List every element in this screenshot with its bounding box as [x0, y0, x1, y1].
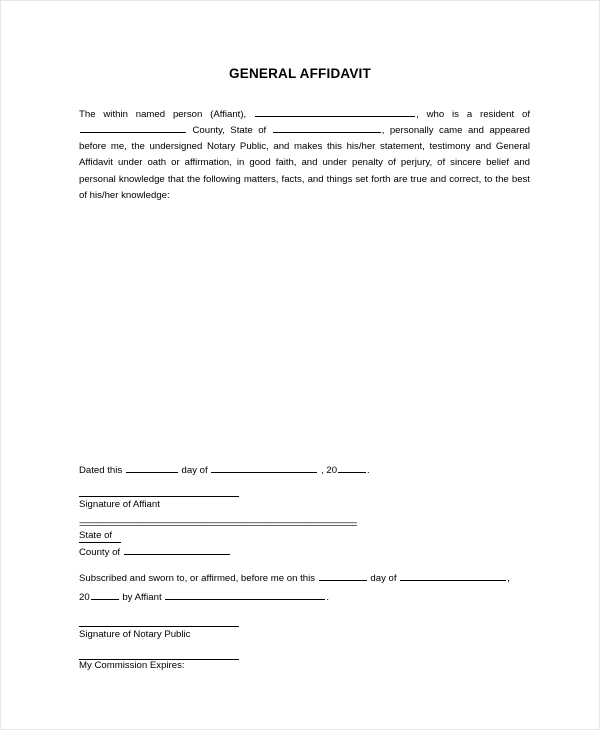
state-of-blank[interactable]	[79, 542, 121, 543]
affiant-signature-label: Signature of Affiant	[79, 499, 160, 510]
notary-signature-label: Signature of Notary Public	[79, 629, 191, 640]
by-affiant-period: .	[326, 592, 329, 603]
year-prefix-label: , 20	[321, 465, 338, 476]
county-of-label: County of	[79, 547, 121, 558]
notary-day-blank[interactable]	[319, 571, 367, 581]
paragraph-line-6: of his/her knowledge:	[79, 190, 170, 201]
affiant-intro-text: The within named person (Affiant),	[79, 109, 247, 120]
affiant-name-blank-2[interactable]	[165, 590, 325, 600]
appeared-text: , personally came and appeared	[381, 125, 530, 136]
month-blank[interactable]	[211, 463, 317, 473]
section-divider: ==================================================================	[79, 520, 357, 530]
resident-text: , who is a resident of	[416, 109, 530, 120]
paragraph-line-4: Affidavit under oath or affirmation, in good faith, and under penalty of perjury, of sincere belief and	[79, 157, 530, 168]
paragraph-line-2	[79, 123, 530, 139]
notary-year-prefix: 20	[79, 592, 90, 603]
subscribed-text: Subscribed and sworn to, or affirmed, before me on this	[79, 573, 316, 584]
day-of-label: day of	[181, 465, 208, 476]
by-affiant-line	[79, 590, 329, 606]
day-blank[interactable]	[126, 463, 178, 473]
affiant-name-blank[interactable]	[255, 107, 415, 117]
year-blank[interactable]	[338, 463, 366, 473]
paragraph-line-1	[79, 107, 530, 123]
subscribed-line	[79, 571, 510, 587]
commission-expires-label: My Commission Expires:	[79, 660, 185, 671]
notary-year-blank[interactable]	[91, 590, 119, 600]
state-of-label: State of	[79, 530, 113, 541]
paragraph-line-3: before me, the undersigned Notary Public, and makes this his/her statement, testimony and General	[79, 141, 530, 152]
dated-this-label: Dated this	[79, 465, 123, 476]
document-title: GENERAL AFFIDAVIT	[229, 66, 371, 81]
county-of-line	[79, 545, 231, 561]
notary-comma: ,	[507, 573, 510, 584]
dated-period: .	[367, 465, 370, 476]
county-blank[interactable]	[80, 123, 186, 133]
county-state-text: County, State of	[192, 125, 267, 136]
paragraph-line-5: personal knowledge that the following matters, facts, and things set forth are true and correct, to the best	[79, 174, 530, 185]
dated-line	[79, 463, 370, 479]
by-affiant-label: by Affiant	[122, 592, 162, 603]
notary-month-blank[interactable]	[400, 571, 506, 581]
county-of-blank[interactable]	[124, 545, 230, 555]
notary-day-of-label: day of	[370, 573, 397, 584]
state-blank[interactable]	[273, 123, 381, 133]
